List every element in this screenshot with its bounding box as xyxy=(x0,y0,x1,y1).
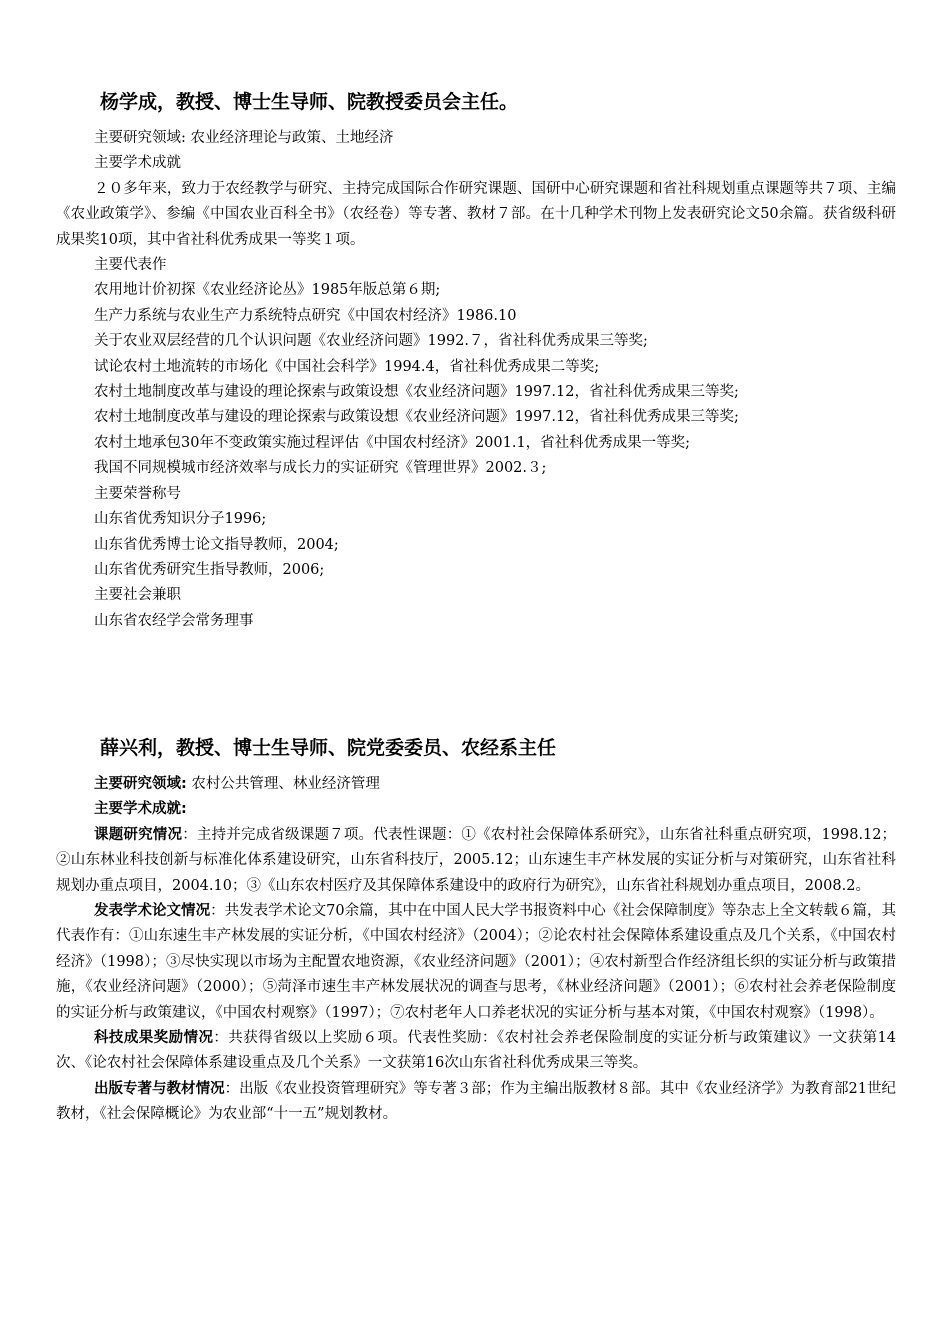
section1-field: 主要研究领域: 农业经济理论与政策、土地经济 xyxy=(94,130,394,146)
section1-work-item: 关于农业双层经营的几个认识问题《农业经济问题》1992.７，省社科优秀成果三等奖; xyxy=(94,333,648,350)
section1-honors-title: 主要荣誉称号 xyxy=(94,485,181,502)
section1-heading: 杨学成，教授、博士生导师、院教授委员会主任。 xyxy=(100,91,519,113)
section1-work-item: 试论农村土地流转的市场化《中国社会科学》1994.4，省社科优秀成果二等奖; xyxy=(94,358,600,375)
section1-honor-item: 山东省优秀博士论文指导教师，2004; xyxy=(94,536,339,553)
section2-books-text: ：出版《农业投资管理研究》等专著３部；作为主编出版教材８部。其中《农业经济学》为教育部21世纪教材，《社会保障概论》为农业部“十一五”规划教材。 xyxy=(56,1080,896,1123)
section2-papers xyxy=(56,899,896,1026)
section2-papers-label: 发表学术论文情况 xyxy=(94,903,211,920)
section2-projects-text: ：主持并完成省级课题７项。代表性课题：①《农村社会保障体系研究》，山东省社科重点研究项，1998.12；②山东林业科技创新与标准化体系建设研究，山东省科技厅，2005.12；山东速生丰产林发展的实证分析与对策研究，山东省社科规划办重点项目，2004.10；③《山东农村医疗及其保障体系建设中的政府行为研究》，山东省社科规划办重点项目，2008.2。 xyxy=(56,826,897,894)
section1-work-item: 农用地计价初探《农业经济论丛》1985年版总第６期; xyxy=(94,282,441,299)
section2-achievements xyxy=(56,797,896,822)
section2-field xyxy=(56,772,896,797)
section1-honor-item: 山东省优秀研究生指导教师，2006; xyxy=(94,561,325,578)
section2-heading: 薛兴利，教授、博士生导师、院党委委员、农经系主任 xyxy=(100,737,557,759)
section2-awards-label: 科技成果奖励情况 xyxy=(94,1030,214,1047)
section2-papers-text: ：共发表学术论文70余篇，其中在中国人民大学书报资料中心《社会保障制度》等杂志上全文转载６篇，其代表作有：①山东速生丰产林发展的实证分析，《中国农村经济》（2004）；②论农村社会保障体系建设重点及几个关系，《中国农村经济》（1998）；③尽快实现以市场为主配置农地资源，《农业经济问题》（2001）；④农村新型合作经济组长织的实证分析与政策措施，《农业经济问题》（2000）；⑤菏泽市速生丰产林发展状况的调查与思考，《林业经济问题》（2001）；⑥农村社会养老保险制度的实证分析与政策建议，《中国农村观察》（1997）；⑦农村老年人口养老状况的实证分析与基本对策，《中国农村观察》（1998）。 xyxy=(56,903,897,1021)
section2-awards-text: ：共获得省级以上奖励６项。代表性奖励：《农村社会养老保险制度的实证分析与政策建议》一文获第14次、《论农村社会保障体系建设重点及几个关系》一文获第16次山东省社科优秀成果三等奖。 xyxy=(56,1030,897,1072)
section1-achievements-title: 主要学术成就 xyxy=(94,155,181,172)
section1-work-item: 生产力系统与农业生产力系统特点研究《中国农村经济》1986.10 xyxy=(94,307,517,324)
section2-books xyxy=(56,1077,896,1128)
section1-works-title: 主要代表作 xyxy=(94,257,167,274)
section1-achievements-text: ２０多年来，致力于农经教学与研究、主持完成国际合作研究课题、国研中心研究课题和省社科规划重点课题等共７项、主编《农业政策学》、参编《中国农业百科全书》（农经卷）等专著、教材７部。在十几种学术刊物上发表研究论文50余篇。获省级科研成果奖10项，其中省社科优秀成果一等奖１项。 xyxy=(56,180,896,248)
section1-work-item: 农村土地承包30年不变政策实施过程评估《中国农村经济》2001.1，省社科优秀成果一等奖; xyxy=(94,434,691,451)
section2-body xyxy=(56,772,896,1128)
section1-work-item: 农村土地制度改革与建设的理论探索与政策设想《农业经济问题》1997.12，省社科优秀成果三等奖; xyxy=(94,384,739,401)
section2-books-label: 出版专著与教材情况 xyxy=(94,1080,225,1097)
section2-projects-label: 课题研究情况 xyxy=(94,826,183,843)
section2-achievements-label: 主要学术成就: xyxy=(94,801,187,818)
section2-field-label: 主要研究领域: xyxy=(94,776,187,792)
section2-projects xyxy=(56,823,896,899)
section1-body xyxy=(56,126,896,634)
section1-work-item: 农村土地制度改革与建设的理论探索与政策设想《农业经济问题》1997.12，省社科优秀成果三等奖; xyxy=(94,409,739,426)
section1-post-item: 山东省农经学会常务理事 xyxy=(94,612,254,629)
section1-honor-item: 山东省优秀知识分子1996; xyxy=(94,511,267,528)
section2-field-value: 农村公共管理、林业经济管理 xyxy=(186,776,380,792)
section1-work-item: 我国不同规模城市经济效率与成长力的实证研究《管理世界》2002.３; xyxy=(94,460,547,477)
section1-posts-title: 主要社会兼职 xyxy=(94,587,181,604)
section2-awards xyxy=(56,1026,896,1077)
